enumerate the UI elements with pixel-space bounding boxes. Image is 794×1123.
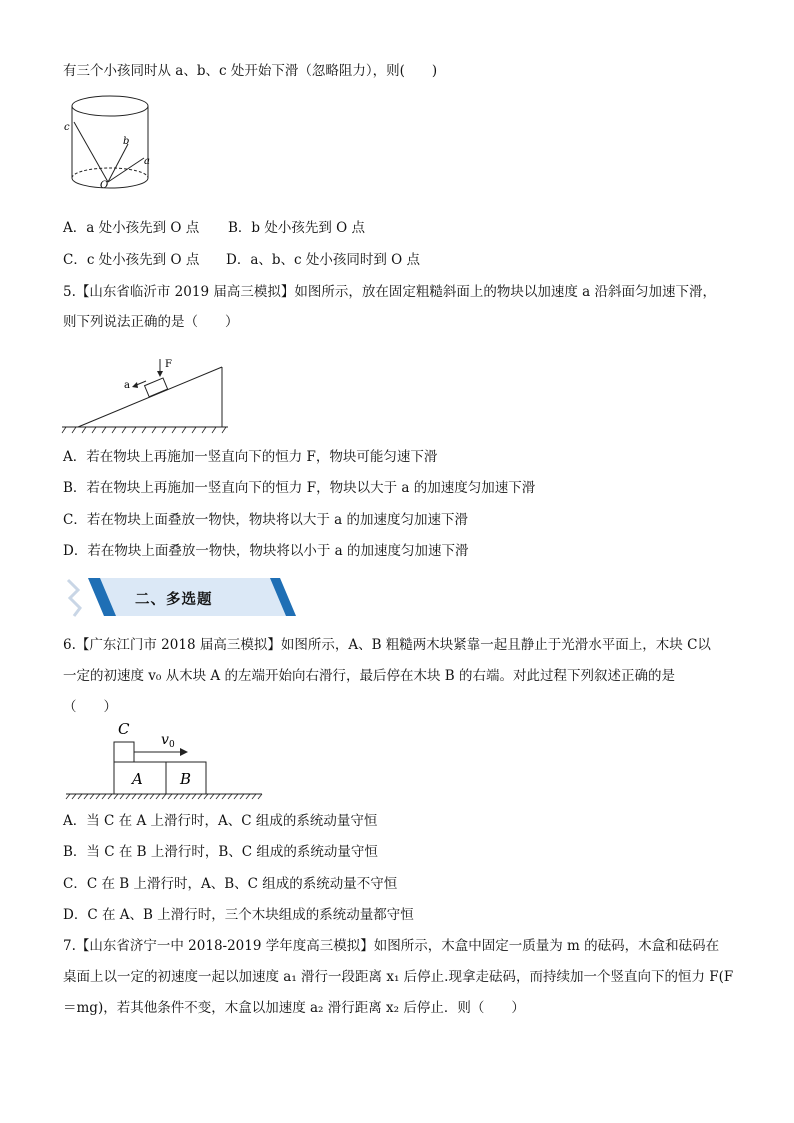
q6-stem-line2: 一定的初速度 v₀ 从木块 A 的左端开始向右滑行，最后停在木块 B 的右端。对此过程下列叙述正确的是 <box>63 668 675 684</box>
q6-label-v0-sub: 0 <box>169 740 175 750</box>
q5-label-a: a <box>124 380 130 391</box>
q6-stem-line1: 6.【广东江门市 2018 届高三模拟】如图所示，A、B 粗糙两木块紧靠一起且静止于光滑水平面上，木块 C以 <box>63 637 711 653</box>
q6-stem-line3: （ ） <box>63 699 117 715</box>
section-title: 二、多选题 <box>135 592 213 608</box>
q5-incline-figure <box>62 355 232 435</box>
q5-stem-line1: 5.【山东省临沂市 2019 届高三模拟】如图所示，放在固定粗糙斜面上的物块以加速度 a 沿斜面匀加速下滑， <box>63 284 716 300</box>
q6-option-b: B．当 C 在 B 上滑行时，B、C 组成的系统动量守恒 <box>63 844 378 860</box>
q4-stem: 有三个小孩同时从 a、b、c 处开始下滑（忽略阻力），则( ) <box>63 63 438 79</box>
q6-option-a: A．当 C 在 A 上滑行时，A、C 组成的系统动量守恒 <box>63 813 378 829</box>
q7-stem-line1: 7.【山东省济宁一中 2018-2019 学年度高三模拟】如图所示，木盒中固定一质量为 m 的砝码，木盒和砝码在 <box>63 938 720 954</box>
q4-cylinder-figure <box>62 92 162 202</box>
q7-stem-line2: 桌面上以一定的初速度一起以加速度 a₁ 滑行一段距离 x₁ 后停止.现拿走砝码，而持续加一个竖直向下的恒力 F(F <box>63 969 734 985</box>
q7-stem-line3: ＝mg)，若其他条件不变，木盒以加速度 a₂ 滑行距离 x₂ 后停止．则（ ） <box>63 1000 525 1016</box>
q6-option-c: C．C 在 B 上滑行时，A、B、C 组成的系统动量不守恒 <box>63 876 398 892</box>
q4-label-b: b <box>123 136 130 147</box>
q6-option-d: D．C 在 A、B 上滑行时，三个木块组成的系统动量都守恒 <box>63 907 414 923</box>
q5-stem-line2: 则下列说法正确的是（ ） <box>63 314 239 330</box>
q5-option-c: C．若在物块上面叠放一物快，物块将以大于 a 的加速度匀加速下滑 <box>63 512 468 528</box>
q4-option-d: D．a、b、c 处小孩同时到 O 点 <box>226 252 421 268</box>
q6-label-b: B <box>180 770 192 788</box>
q4-label-c: c <box>64 122 70 133</box>
q6-label-c: C <box>118 720 130 738</box>
q5-option-b: B．若在物块上再施加一竖直向下的恒力 F，物块以大于 a 的加速度匀加速下滑 <box>63 480 536 496</box>
q4-option-c: C．c 处小孩先到 O 点 <box>63 252 200 268</box>
q5-option-d: D．若在物块上面叠放一物快，物块将以小于 a 的加速度匀加速下滑 <box>63 543 469 559</box>
q4-option-a: A．a 处小孩先到 O 点 <box>63 220 200 236</box>
q4-option-b: B．b 处小孩先到 O 点 <box>228 220 366 236</box>
q4-label-a: a <box>144 156 150 167</box>
q6-label-a: A <box>132 770 143 788</box>
q5-label-f: F <box>165 359 172 370</box>
q4-label-o: O <box>100 180 109 191</box>
q6-label-v0: v <box>161 732 169 748</box>
q5-option-a: A．若在物块上再施加一竖直向下的恒力 F，物块可能匀速下滑 <box>63 449 438 465</box>
q6-blocks-figure <box>66 716 266 802</box>
